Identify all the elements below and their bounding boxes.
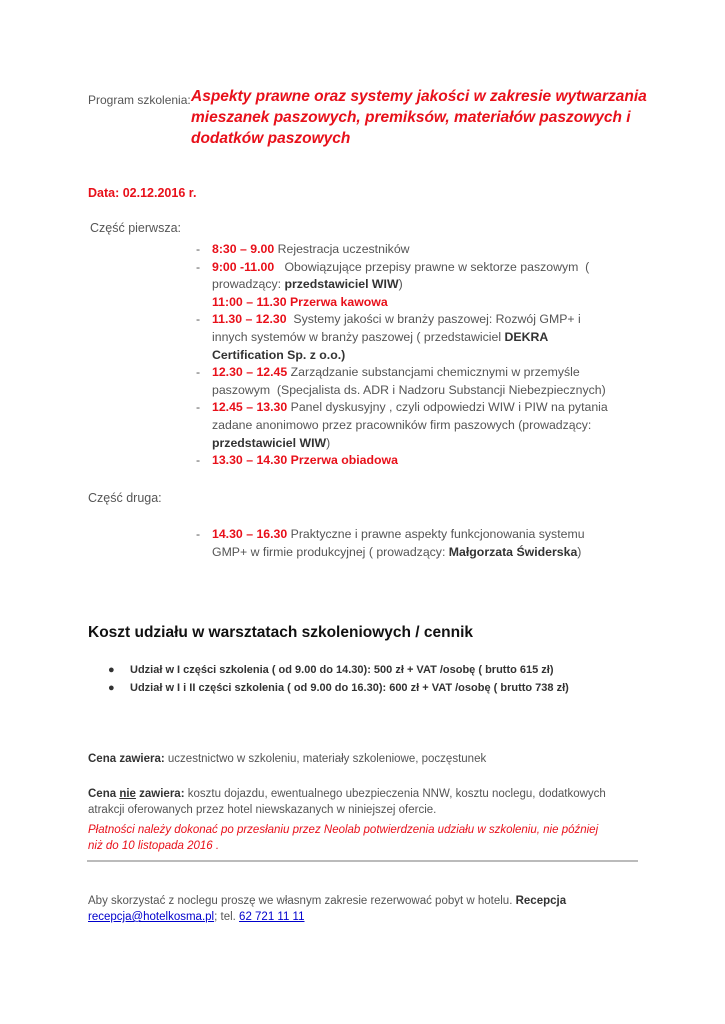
schedule-time: 12.45 – 13.30	[212, 400, 288, 415]
schedule-text: Zarządzanie substancjami chemicznymi w przemyśle	[287, 365, 580, 380]
schedule-text: paszowym (	[212, 382, 282, 397]
part-two-label: Część druga:	[88, 491, 162, 505]
includes-label: Cena zawiera:	[88, 753, 165, 765]
part-one-label: Część pierwsza:	[90, 221, 181, 235]
schedule-text: Panel dyskusyjny , czyli odpowiedzi WIW i PIW na pytania	[287, 400, 608, 415]
schedule-time: 12.30 – 12.45	[212, 365, 288, 380]
schedule-item	[196, 399, 636, 452]
schedule-item	[196, 241, 636, 259]
excludes-label-a: Cena	[88, 788, 120, 800]
payment-note	[88, 822, 648, 854]
excludes-label-nie: nie	[119, 788, 136, 800]
schedule-text: )	[326, 435, 331, 450]
cost-heading: Koszt udziału w warsztatach szkoleniowych / cennik	[88, 624, 474, 641]
schedule-time: 9:00 -11.00	[212, 259, 275, 274]
email-link[interactable]: recepcja@hotelkosma.pl	[88, 911, 215, 923]
schedule-item	[196, 452, 636, 470]
part-one-schedule	[196, 241, 636, 470]
schedule-time: 14.30 – 16.30	[212, 527, 288, 541]
schedule-time: 8:30 – 9.00	[212, 242, 275, 256]
bullet-icon: ●	[108, 682, 115, 694]
schedule-presenter: DEKRA	[504, 329, 549, 344]
dash-bullet: -	[196, 365, 201, 380]
schedule-text: Systemy jakości w branży paszowej: Rozwój GMP+ i	[286, 312, 581, 327]
schedule-text: innych systemów w branży paszowej ( przedstawiciel	[212, 329, 505, 344]
part-two-schedule	[196, 526, 636, 561]
hotel-text: Aby skorzystać z noclegu proszę we własnym zakresie rezerwować pobyt w hotelu.	[88, 895, 516, 907]
schedule-presenter: przedstawiciel WIW	[284, 277, 399, 292]
schedule-text: )	[398, 277, 403, 292]
title-line-2: mieszanek paszowych, premiksów, materiałów paszowych i	[191, 109, 631, 126]
schedule-text: prowadzący:	[212, 277, 285, 292]
schedule-item	[196, 364, 636, 399]
price-text: Udział w I części szkolenia ( od 9.00 do 14.30): 500 zł + VAT /osobę ( brutto 615 zł)	[130, 664, 554, 676]
tel-label: ; tel.	[214, 911, 240, 923]
price-item	[108, 661, 569, 679]
payment-line-2: niż do 10 listopada 2016 .	[88, 840, 220, 852]
price-text: Udział w I i II części szkolenia ( od 9.00 do 16.30): 600 zł + VAT /osobę ( brutto 738 zł)	[130, 682, 569, 694]
dash-bullet: -	[196, 312, 201, 327]
dash-bullet: -	[196, 400, 201, 415]
training-title	[191, 86, 651, 149]
schedule-presenter: przedstawiciel WIW	[212, 435, 327, 450]
dash-bullet: -	[196, 453, 201, 468]
schedule-item	[196, 526, 636, 561]
dash-bullet: -	[196, 242, 201, 256]
price-item	[108, 679, 569, 697]
schedule-text: )	[577, 544, 582, 559]
includes-text: uczestnictwo w szkoleniu, materiały szkoleniowe, poczęstunek	[164, 753, 487, 765]
hotel-info	[88, 893, 648, 925]
excludes-text-2: atrakcji oferowanych przez hotel niewskazanych w niniejszej ofercie.	[88, 804, 437, 816]
bullet-icon: ●	[108, 664, 115, 676]
dash-bullet: -	[196, 259, 201, 274]
price-includes	[88, 753, 648, 765]
schedule-presenter: Specjalista ds. ADR i Nadzoru Substancji Niebezpiecznych)	[281, 382, 606, 397]
schedule-presenter: Certification Sp. z o.o.)	[212, 347, 346, 362]
training-date: Data: 02.12.2016 r.	[88, 186, 197, 200]
excludes-label	[88, 788, 185, 800]
phone-link[interactable]: 62 721 11 11	[239, 911, 305, 923]
schedule-time: 11.30 – 12.30	[212, 312, 287, 327]
payment-line-1: Płatności należy dokonać po przesłaniu przez Neolab potwierdzenia udziału w szkoleniu, nie później	[88, 824, 599, 836]
title-line-1: Aspekty prawne oraz systemy jakości w zakresie wytwarzania	[191, 88, 647, 105]
schedule-text: Rejestracja uczestników	[274, 242, 410, 256]
reception-label: Recepcja	[515, 895, 567, 907]
excludes-label-c: zawiera:	[135, 788, 185, 800]
schedule-presenter: Małgorzata Świderska	[448, 544, 578, 559]
divider	[87, 860, 638, 862]
title-line-3: dodatków paszowych	[191, 130, 351, 147]
lunch-break: 13.30 – 14.30 Przerwa obiadowa	[212, 453, 398, 468]
schedule-item	[196, 311, 636, 364]
schedule-text: Obowiązujące przepisy prawne w sektorze paszowym (	[274, 259, 590, 274]
excludes-text: kosztu dojazdu, ewentualnego ubezpieczenia NNW, kosztu noclegu, dodatkowych	[184, 788, 606, 800]
price-excludes	[88, 786, 648, 818]
coffee-break: 11:00 – 11.30 Przerwa kawowa	[212, 294, 388, 309]
schedule-text: zadane anonimowo przez pracowników firm paszowych (prowadzący:	[212, 417, 592, 432]
price-list	[108, 661, 569, 697]
schedule-item	[196, 259, 636, 312]
dash-bullet: -	[196, 527, 201, 541]
schedule-text: Praktyczne i prawne aspekty funkcjonowania systemu	[287, 527, 585, 541]
schedule-text: GMP+ w firmie produkcyjnej ( prowadzący:	[212, 544, 449, 559]
program-label: Program szkolenia:	[88, 93, 191, 107]
